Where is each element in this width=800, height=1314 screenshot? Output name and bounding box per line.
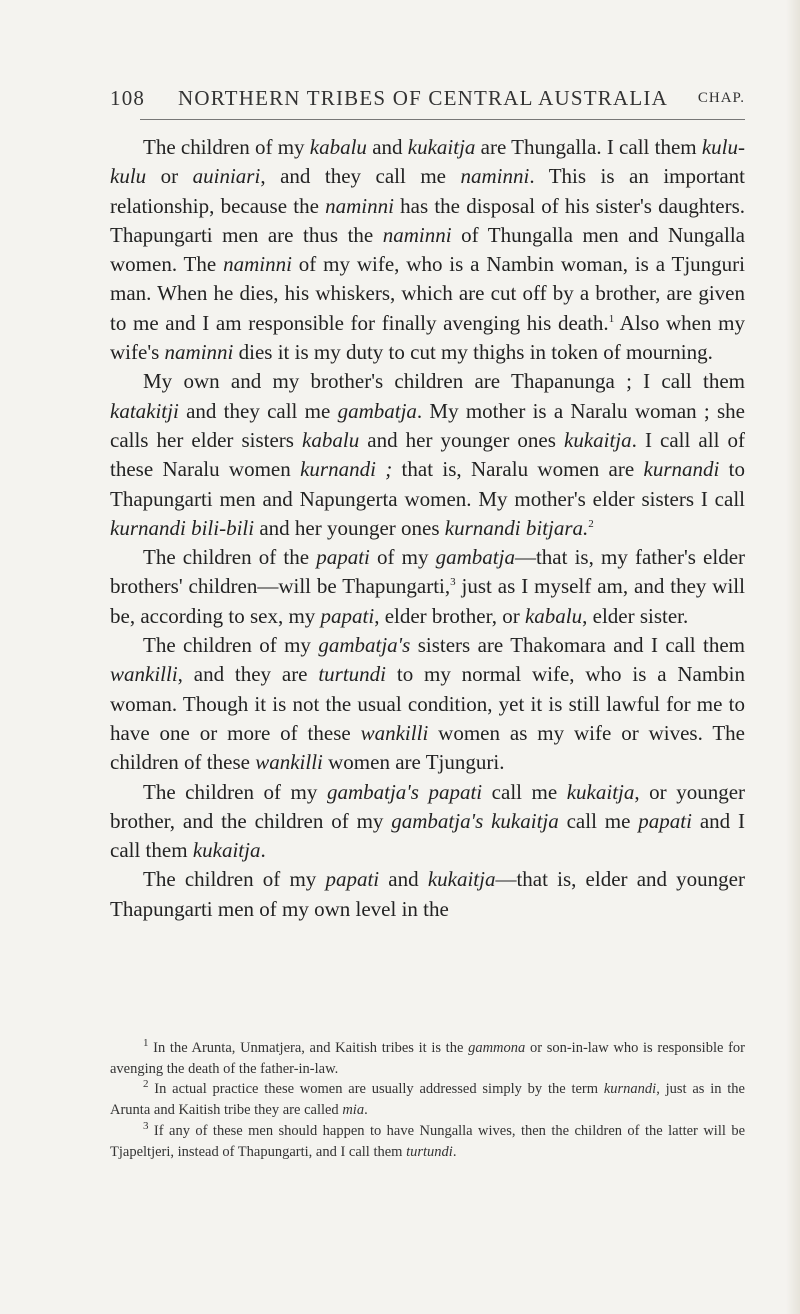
italic-term: papati xyxy=(316,545,370,570)
text-run: In the Arunta, Unmatjera, and Kaitish tribes it is the xyxy=(148,1040,469,1056)
text-run: and her younger ones xyxy=(254,515,445,540)
italic-term: mia xyxy=(342,1102,365,1119)
italic-term: naminni xyxy=(382,222,452,247)
text-run: If any of these men should happen to have Nungalla wives, then the children of the latter will be Tjapeltjeri, instead of Thapungarti, and I call them xyxy=(110,1122,745,1160)
page-edge-shadow xyxy=(786,0,800,1314)
text-run: , elder sister. xyxy=(582,603,689,628)
footnote-marker: 2 xyxy=(143,1078,149,1091)
text-run: of my wife, who is a Nambin woman, is a Tjunguri man. When he dies, his whiskers, which are cut off by a brother, are given to me and I am responsible for finally avenging his death. xyxy=(110,252,745,335)
text-run: The children of my xyxy=(143,135,310,159)
chapter-abbrev: CHAP. xyxy=(697,90,745,106)
footnote-marker: 3 xyxy=(450,576,456,589)
italic-term: auiniari xyxy=(192,164,261,189)
italic-term: kurnandi ; xyxy=(300,457,393,482)
italic-term: gambatja's papati xyxy=(326,779,483,804)
italic-term: gambatja xyxy=(435,545,515,570)
text-run: The children of my xyxy=(143,779,327,804)
italic-term: kukaitja xyxy=(564,427,632,452)
italic-term: wankilli xyxy=(255,750,323,775)
text-run: . My mother is a Naralu woman ; she calls her elder sisters xyxy=(110,398,745,452)
running-title: NORTHERN TRIBES OF CENTRAL AUSTRALIA xyxy=(178,86,668,110)
italic-term: naminni xyxy=(164,340,234,365)
italic-term: gambatja's kukaitja xyxy=(391,808,559,833)
text-run: The children of my xyxy=(143,867,326,892)
italic-term: kabalu xyxy=(524,603,583,628)
text-run: , just as in the Arunta and Kaitish tribe they are called xyxy=(110,1081,745,1119)
text-run: The children of the xyxy=(143,545,317,570)
text-run: of my xyxy=(369,545,436,570)
text-run: , and they call me xyxy=(260,164,461,189)
italic-term: papati xyxy=(638,808,692,833)
text-run: call me xyxy=(558,808,639,833)
italic-term: turtundi xyxy=(406,1143,453,1160)
text-run: . xyxy=(452,1143,457,1160)
paragraph xyxy=(110,631,745,777)
footnote-marker: 1 xyxy=(143,1037,149,1050)
text-run: . xyxy=(364,1102,368,1119)
text-run: women as my wife or wives. The children of these xyxy=(110,720,746,775)
text-run: or xyxy=(146,164,193,189)
footnote-marker: 2 xyxy=(588,517,594,530)
text-run: to my normal wife, who is a Nambin woman. Though it is not the usual condition, yet it is still lawful for me to have one or more of these xyxy=(110,662,745,745)
text-run: and I call them xyxy=(110,808,745,863)
italic-term: wankilli xyxy=(110,662,178,687)
text-run: to Thapungarti men and Napungerta women. My mother's elder sisters I call xyxy=(110,457,746,511)
text-run: call me xyxy=(482,779,567,804)
paragraph xyxy=(110,133,745,367)
footnote-marker: 1 xyxy=(608,312,615,325)
italic-term: kabalu xyxy=(309,135,367,159)
italic-term: kukaitja xyxy=(192,838,261,863)
footnote xyxy=(110,1079,745,1120)
text-run: , and they are xyxy=(177,662,319,687)
italic-term: kukaitja xyxy=(407,135,476,159)
italic-term: turtundi xyxy=(318,662,387,687)
body-text xyxy=(110,133,745,924)
paragraph xyxy=(110,367,745,543)
text-run: are Thungalla. I call them xyxy=(475,135,702,159)
italic-term: gambatja xyxy=(337,398,417,423)
header-rule xyxy=(140,119,745,120)
italic-term: kukaitja xyxy=(427,867,496,892)
italic-term: kulu-kulu xyxy=(110,135,746,189)
text-run: . I call all of these Naralu women xyxy=(110,427,745,482)
text-run: and they call me xyxy=(178,398,338,423)
italic-term: naminni xyxy=(223,252,292,277)
italic-term: gammona xyxy=(468,1040,526,1056)
text-run: has the disposal of his sister's daughters. Thapungarti men are thus the xyxy=(110,193,745,247)
footnotes xyxy=(110,1038,745,1162)
text-run: , or younger brother, and the children of my xyxy=(110,779,746,833)
page-number: 108 xyxy=(110,86,146,110)
text-run: women are Tjunguri. xyxy=(322,750,505,775)
text-run: Also when my wife's xyxy=(110,310,745,365)
text-run: sisters are Thakomara and I call them xyxy=(410,633,746,658)
paragraph xyxy=(110,543,745,631)
footnote xyxy=(110,1038,745,1079)
italic-term: kurnandi xyxy=(603,1081,657,1098)
text-run: The children of my xyxy=(143,633,319,658)
text-run: and xyxy=(379,867,428,892)
italic-term: naminni xyxy=(325,193,394,218)
italic-term: katakitji xyxy=(110,398,179,423)
italic-term: wankilli xyxy=(360,720,429,745)
text-run: . xyxy=(260,838,266,863)
text-run: or son-in-law who is responsible for avenging the death of the father-in-law. xyxy=(110,1040,745,1077)
text-run: . This is an important relationship, because the xyxy=(110,164,745,218)
footnote xyxy=(110,1121,745,1162)
text-run: and xyxy=(366,135,408,159)
italic-term: kurnandi bitjara. xyxy=(444,515,589,540)
italic-term: kurnandi xyxy=(643,457,720,482)
italic-term: naminni xyxy=(460,164,530,189)
text-run: , elder brother, or xyxy=(374,603,525,628)
text-run: My own and my brother's children are Thapanunga ; I call them xyxy=(143,369,745,394)
paragraph xyxy=(110,865,745,924)
text-run: that is, Naralu women are xyxy=(392,457,644,482)
italic-term: kukaitja xyxy=(566,779,635,804)
text-run: and her younger ones xyxy=(359,427,564,452)
footnote-marker: 3 xyxy=(143,1119,149,1132)
italic-term: papati xyxy=(320,603,375,628)
text-run: —that is, elder and younger Thapungarti men of my own level in the xyxy=(110,867,746,921)
text-run: of Thungalla men and Nungalla women. The xyxy=(110,222,745,277)
italic-term: papati xyxy=(325,867,380,892)
italic-term: kurnandi bili-bili xyxy=(110,515,255,540)
text-run: just as I myself am, and they will be, according to sex, my xyxy=(110,574,745,628)
paragraph xyxy=(110,778,745,866)
text-run: In actual practice these women are usually addressed simply by the term xyxy=(148,1081,604,1098)
text-run: —that is, my father's elder brothers' children—will be Thapungarti, xyxy=(110,545,746,599)
italic-term: gambatja's xyxy=(318,633,411,658)
italic-term: kabalu xyxy=(302,427,360,452)
text-run: dies it is my duty to cut my thighs in token of mourning. xyxy=(233,340,713,365)
